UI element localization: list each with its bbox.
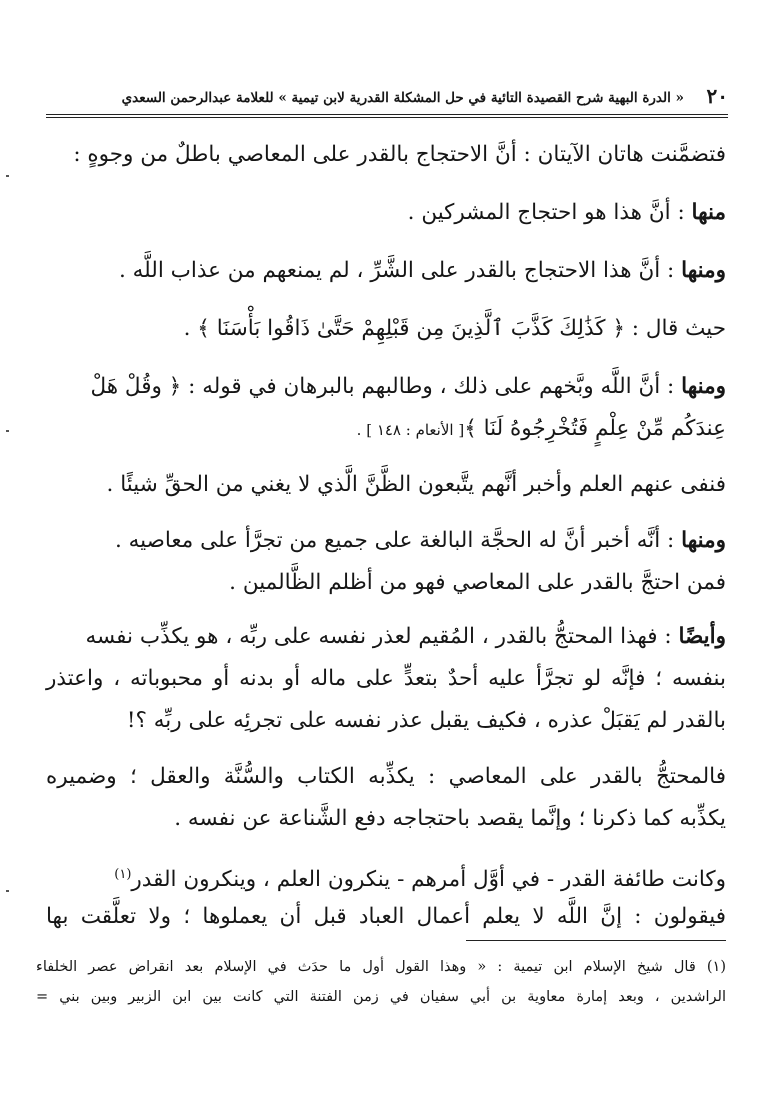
text-line-3: ومنها : أنَّ هذا الاحتجاج بالقدر على الشَّرِّ ، لم يمنعهم من عذاب اللَّه . [118, 258, 726, 283]
text-line-7: فنفى عنهم العلم وأخبر أنَّهم يتَّبعون الظَّنَّ الَّذي لا يغني من الحقِّ شيئًا . [106, 472, 726, 497]
text-line-4-quran-verse: حيث قال : ﴿ كَذَٰلِكَ كَذَّبَ ٱلَّذِينَ مِن قَبْلِهِمْ حَتَّىٰ ذَاقُوا بَأْسَنَا ﴾ . [183, 316, 726, 341]
running-header [46, 84, 728, 114]
text-line-10: وأيضًا : فهذا المحتجُّ بالقدر ، المُقيم لعذر نفسه على ربِّه ، هو يكذِّب نفسه [85, 624, 726, 649]
heading-wa-minha: ومنها [681, 528, 726, 553]
text-line-6-quran-verse: عِندَكُم مِّنْ عِلْمٍ فَتُخْرِجُوهُ لَنَا ﴾[ الأنعام : ١٤٨ ] . [356, 416, 726, 441]
text-line-2: منها : أنَّ هذا هو احتجاج المشركين . [407, 200, 726, 225]
text-line-1: فتضمَّنت هاتان الآيتان : أنَّ الاحتجاج بالقدر على المعاصي باطلٌ من وجوهٍ : [73, 142, 726, 167]
footnote-marker[interactable]: (١) [114, 867, 132, 882]
footnote-line-1: (١) قال شيخ الإسلام ابن تيمية : « وهذا القول أول ما حدَث في الإسلام بعد انقراض عصر الخلفاء [36, 959, 726, 975]
text-line-11: بنفسه ؛ فإنَّه لو تجرَّأ عليه أحدٌ بتعدٍّ على ماله أو بدنه أو محبوباته ، واعتذر [46, 666, 726, 691]
header-rule [46, 114, 728, 115]
heading-wa-aydan: وأيضًا [678, 624, 726, 649]
footnote-separator [466, 940, 726, 941]
verse-reference: [ الأنعام : ١٤٨ ] . [356, 421, 465, 439]
text-line-13: فالمحتجُّ بالقدر على المعاصي : يكذِّبه الكتاب والسُّنَّة والعقل ؛ وضميره [46, 764, 726, 789]
scan-margin-mark [6, 430, 9, 432]
heading-minha: منها [691, 200, 726, 225]
text-line-12: بالقدر لم يَقبَلْ عذره ، فكيف يقبل عذر نفسه على تجرئِه على ربِّه ؟! [126, 708, 726, 733]
heading-wa-minha: ومنها [681, 374, 726, 399]
scan-margin-mark [6, 890, 9, 892]
text-line-16: فيقولون : إنَّ اللَّه لا يعلم أعمال العباد قبل أن يعملوها ؛ ولا تعلَّقت بها [46, 904, 726, 929]
text-line-14: يكذِّبه كما ذكرنا ؛ وإنَّما يقصد باحتجاجه دفع الشَّناعة عن نفسه . [174, 806, 726, 831]
footnote-line-2: الراشدين ، وبعد إمارة معاوية بن أبي سفيان في زمن الفتنة التي كانت بين ابن الزبير وبين بني = [36, 989, 726, 1005]
header-rule-secondary [46, 117, 728, 118]
running-title: « الدرة البهية شرح القصيدة التائية في حل المشكلة القدرية لابن تيمية » للعلامة عبدالرحمن السعدي [121, 90, 684, 106]
text-line-9: فمن احتجَّ بالقدر على المعاصي فهو من أظلم الظَّالمين . [229, 570, 726, 595]
text-line-15: وكانت طائفة القدر - في أوَّل أمرهم - ينكرون العلم ، وينكرون القدر$^{(١)}$ [114, 867, 726, 893]
heading-wa-minha: ومنها [681, 258, 726, 283]
text-line-5: ومنها : أنَّ اللَّه وبَّخهم على ذلك ، وطالبهم بالبرهان في قوله : ﴿ وقُلْ هَلْ [90, 374, 726, 399]
scan-margin-mark [6, 175, 9, 177]
text-line-8: ومنها : أنَّه أخبر أنَّ له الحجَّة البالغة على جميع من تجرَّأ على معاصيه . [114, 528, 726, 553]
page-number: ٢٠ [706, 84, 728, 108]
